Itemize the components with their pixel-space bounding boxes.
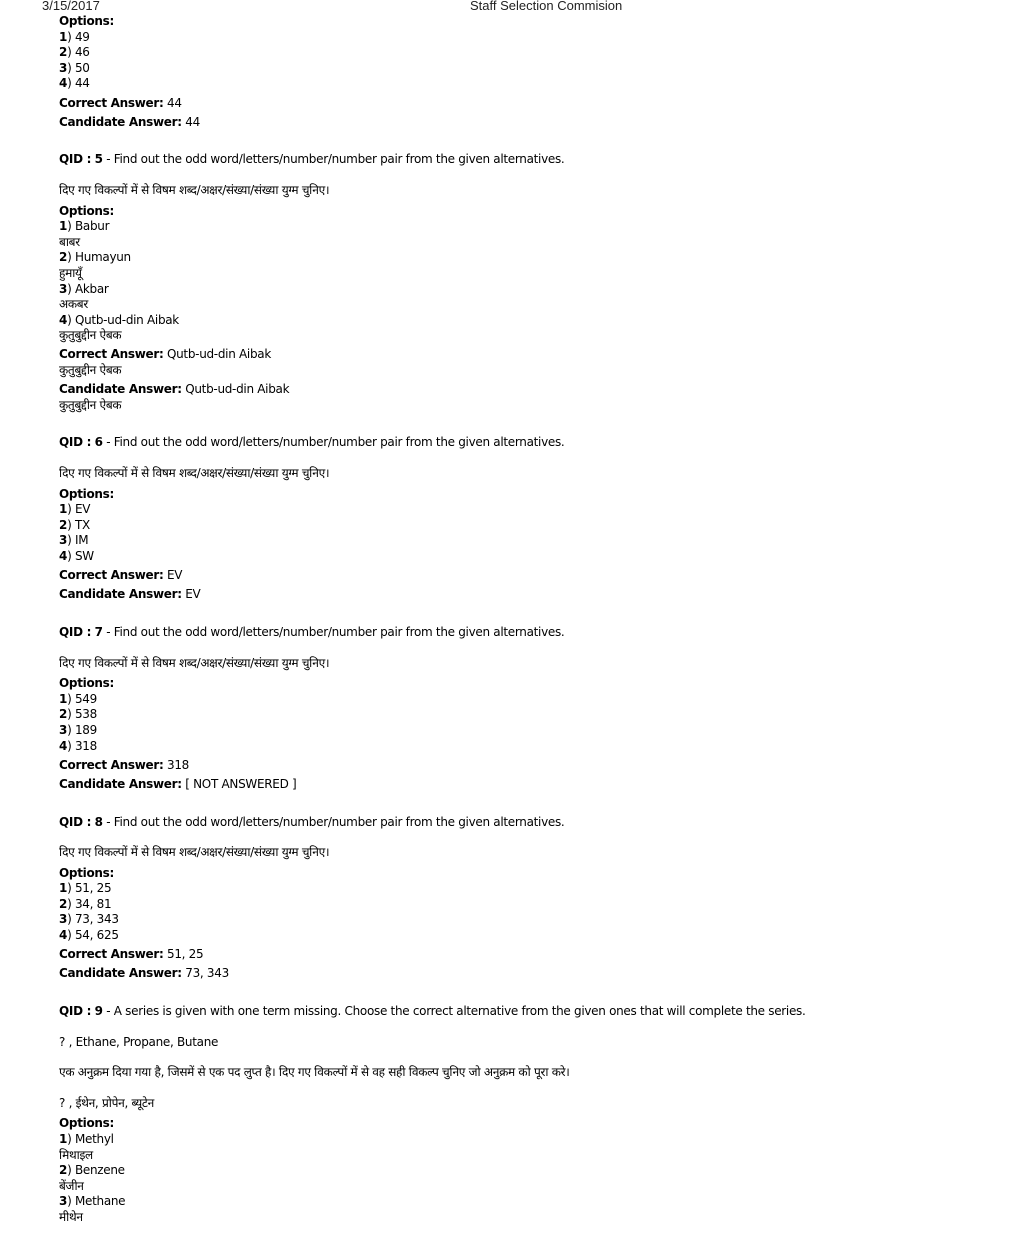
question-text: QID : 9 - A series is given with one term missing. Choose the correct alternative from the given ones that will complete the series. — [59, 1004, 806, 1019]
question-text-hindi: दिए गए विकल्पों में से विषम शब्द/अक्षर/संख्या/संख्या युग्म चुनिए। — [59, 655, 330, 670]
print-title: Staff Selection Commision — [470, 0, 623, 13]
options-label: Options: — [59, 676, 114, 691]
option-3: 3) 189 — [59, 722, 97, 737]
question-7 — [59, 625, 959, 793]
correct-answer: Correct Answer: Qutb-ud-din Aibak — [59, 347, 271, 362]
correct-answer: Correct Answer: EV — [59, 568, 183, 583]
question-text: QID : 6 - Find out the odd word/letters/number/number pair from the given alternatives. — [59, 435, 565, 450]
question-6 — [59, 435, 959, 603]
option-4: 4) 44 — [59, 76, 90, 91]
correct-answer: Correct Answer: 318 — [59, 757, 189, 772]
option-2: 2) 46 — [59, 45, 90, 60]
candidate-answer: Candidate Answer: 73, 343 — [59, 966, 229, 981]
option-2-hindi: बेंजीन — [59, 1178, 84, 1193]
question-5 — [59, 152, 959, 413]
option-3: 3) 73, 343 — [59, 912, 119, 927]
options-label: Options: — [59, 203, 114, 218]
option-1: 1) Methyl — [59, 1132, 114, 1146]
option-3-hindi: अकबर — [59, 297, 88, 312]
option-3-hindi: मीथेन — [59, 1209, 83, 1224]
option-3: 3) 50 — [59, 60, 90, 75]
option-2: 2) Humayun — [59, 250, 131, 265]
question-text: QID : 7 - Find out the odd word/letters/number/number pair from the given alternatives. — [59, 624, 565, 639]
options-label: Options: — [59, 486, 114, 501]
option-2: 2) 538 — [59, 707, 97, 722]
options-label: Options: — [59, 1116, 114, 1131]
question-8 — [59, 815, 959, 983]
option-1: 1) 549 — [59, 691, 97, 706]
option-2: 2) 34, 81 — [59, 896, 112, 911]
series-hindi: ? , ईथेन, प्रोपेन, ब्यूटेन — [59, 1095, 154, 1110]
option-4: 4) Qutb-ud-din Aibak — [59, 312, 179, 327]
question-4 — [59, 14, 959, 130]
option-4: 4) SW — [59, 549, 94, 563]
option-1: 1) EV — [59, 502, 91, 517]
option-1: 1) 49 — [59, 29, 90, 44]
correct-answer-hindi: कुतुबुद्दीन ऐबक — [59, 363, 122, 378]
option-3: 3) Methane — [59, 1194, 126, 1209]
candidate-answer-hindi: कुतुबुद्दीन ऐबक — [59, 397, 122, 412]
series-english: ? , Ethane, Propane, Butane — [59, 1034, 219, 1049]
option-2-hindi: हुमायूँ — [59, 265, 82, 280]
question-text: QID : 8 - Find out the odd word/letters/number/number pair from the given alternatives. — [59, 814, 565, 829]
options-label: Options: — [59, 865, 114, 880]
option-1: 1) Babur — [59, 219, 110, 234]
question-text-hindi: दिए गए विकल्पों में से विषम शब्द/अक्षर/संख्या/संख्या युग्म चुनिए। — [59, 182, 330, 197]
option-3: 3) Akbar — [59, 281, 109, 296]
correct-answer: Correct Answer: 44 — [59, 95, 182, 110]
question-text-hindi: दिए गए विकल्पों में से विषम शब्द/अक्षर/संख्या/संख्या युग्म चुनिए। — [59, 845, 330, 860]
candidate-answer: Candidate Answer: EV — [59, 587, 201, 602]
option-3: 3) IM — [59, 533, 89, 548]
question-9 — [59, 1004, 959, 1226]
question-text-hindi: दिए गए विकल्पों में से विषम शब्द/अक्षर/संख्या/संख्या युग्म चुनिए। — [59, 466, 330, 481]
question-text-hindi: एक अनुक्रम दिया गया है, जिसमें से एक पद लुप्त है। दिए गए विकल्पों में से वह सही विकल्प चुनिए जो अनुक्रम को पूरा करे। — [59, 1065, 570, 1080]
print-date: 3/15/2017 — [42, 0, 100, 13]
option-4: 4) 54, 625 — [59, 928, 119, 943]
option-2: 2) TX — [59, 517, 90, 532]
question-text: QID : 5 - Find out the odd word/letters/number/number pair from the given alternatives. — [59, 152, 565, 167]
options-label: Options: — [59, 14, 114, 28]
option-4: 4) 318 — [59, 738, 97, 753]
candidate-answer: Candidate Answer: Qutb-ud-din Aibak — [59, 382, 290, 397]
candidate-answer: Candidate Answer: [ NOT ANSWERED ] — [59, 776, 297, 791]
option-1-hindi: मिथाइल — [59, 1147, 93, 1162]
option-1: 1) 51, 25 — [59, 881, 112, 896]
option-1-hindi: बाबर — [59, 234, 80, 249]
correct-answer: Correct Answer: 51, 25 — [59, 947, 204, 962]
document-body — [59, 14, 959, 1226]
option-2: 2) Benzene — [59, 1163, 125, 1178]
candidate-answer: Candidate Answer: 44 — [59, 114, 200, 129]
option-4-hindi: कुतुबुद्दीन ऐबक — [59, 328, 122, 343]
